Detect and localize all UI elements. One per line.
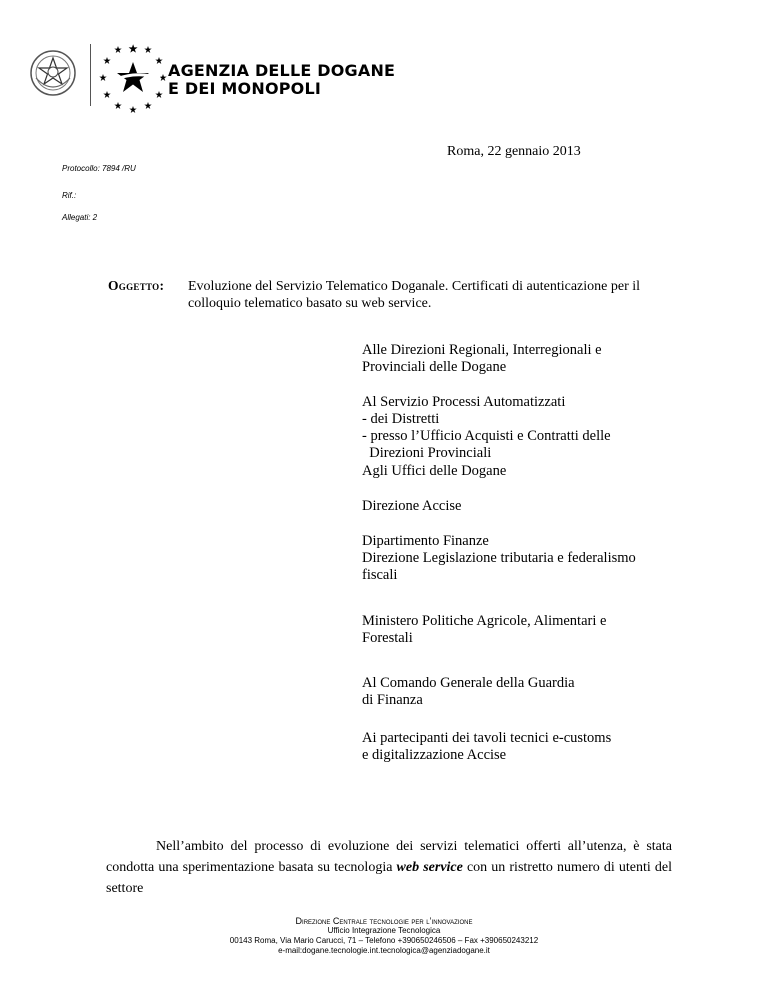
recipient-line: Provinciali delle Dogane [362, 359, 507, 375]
footer-office: Ufficio Integrazione Tecnologica [327, 926, 441, 935]
recipient-block [362, 394, 682, 462]
footer-address: 00143 Roma, Via Mario Carucci, 71 – Telefono +390650246506 – Fax +390650243212 [229, 936, 539, 945]
body-emphasis: web service [396, 860, 463, 875]
recipient-block [362, 613, 682, 647]
recipient-line: Alle Direzioni Regionali, Interregionali e [362, 342, 602, 358]
recipient-line: Direzione Legislazione tributaria e federalismo [362, 550, 636, 566]
body-text: Nell’ambito del processo di evoluzione dei servizi telematici offerti all’utenza, è stata condotta una sperimentazione basata su tecnologia [106, 839, 672, 875]
attachments-count: Allegati: 2 [62, 213, 98, 222]
recipient-block [362, 533, 682, 584]
recipient-block [362, 498, 682, 515]
recipient-line: - dei Distretti [362, 411, 440, 427]
recipient-line: Al Comando Generale della Guardia [362, 675, 575, 691]
recipient-block [362, 463, 682, 480]
recipient-block [362, 342, 682, 376]
letter-footer [0, 916, 768, 956]
agency-name-line2: E DEI MONOPOLI [168, 79, 322, 98]
header-divider [90, 44, 91, 106]
body-text: con un ristretto numero di utenti del settore [106, 860, 673, 896]
italian-republic-emblem-icon [28, 48, 78, 98]
recipient-line: e digitalizzazione Accise [362, 747, 507, 763]
recipient-line: Agli Uffici delle Dogane [362, 463, 507, 479]
recipient-line: Ai partecipanti dei tavoli tecnici e-customs [362, 730, 612, 746]
footer-department: Direzione Centrale tecnologie per l’innovazione [295, 916, 473, 926]
recipient-line: fiscali [362, 567, 398, 583]
letter-date: Roma, 22 gennaio 2013 [447, 144, 581, 159]
recipient-line: - presso l’Ufficio Acquisti e Contratti delle [362, 428, 611, 444]
body-paragraph [106, 836, 672, 899]
subject-label: Oggetto: [108, 278, 165, 293]
protocol-number: Protocollo: 7894 /RU [62, 164, 136, 173]
recipient-block [362, 730, 682, 764]
recipient-line: Dipartimento Finanze [362, 533, 489, 549]
recipient-line: Direzione Accise [362, 498, 462, 514]
agency-star-logo-icon [96, 40, 170, 114]
agency-name-line1: AGENZIA DELLE DOGANE [168, 61, 396, 80]
recipient-line: Direzioni Provinciali [362, 445, 492, 461]
recipient-line: Ministero Politiche Agricole, Alimentari e [362, 613, 607, 629]
recipient-line: Forestali [362, 630, 413, 646]
reference-field: Rif.: [62, 191, 77, 200]
footer-email: e-mail:dogane.tecnologie.int.tecnologica@agenziadogane.it [278, 946, 490, 955]
subject-text [188, 278, 668, 312]
subject-line: colloquio telematico basato su web service. [188, 296, 432, 311]
recipient-line: Al Servizio Processi Automatizzati [362, 394, 566, 410]
recipient-line: di Finanza [362, 692, 423, 708]
recipient-block [362, 675, 682, 709]
subject-line: Evoluzione del Servizio Telematico Doganale. Certificati di autenticazione per il [188, 279, 641, 294]
